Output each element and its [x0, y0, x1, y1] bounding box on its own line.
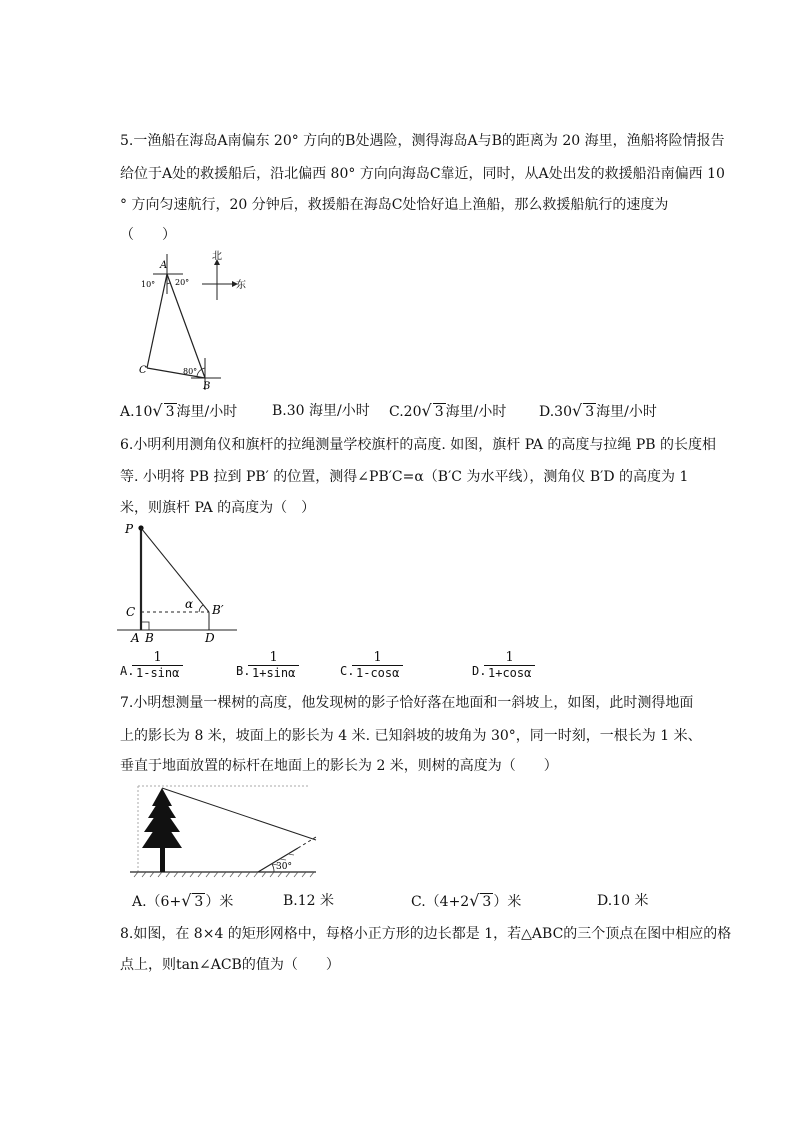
q6-label-p: P: [125, 522, 134, 536]
q6-figure: [117, 522, 242, 647]
q5-option-d: [539, 402, 657, 421]
q5-option-a-prefix: A.10: [120, 404, 153, 420]
q6-option-c-numerator: 1: [373, 650, 382, 665]
q7-sun-ray: [162, 788, 316, 840]
q7-option-c-suffix: ）米: [493, 894, 522, 910]
q7-option-c-prefix: C.（4+2: [411, 894, 470, 910]
radical-icon: √: [469, 891, 480, 910]
q7-line-1: 7.小明想测量一棵树的高度，他发现树的影子恰好落在地面和一斜坡上，如图，此时测得地面: [120, 695, 694, 711]
q5-option-c-suffix: 海里/小时: [445, 404, 507, 420]
q7-option-d: D.10 米: [597, 893, 649, 909]
q5-label-b: B: [203, 381, 211, 392]
q6-line-1: 6.小明利用测角仪和旗杆的拉绳测量学校旗杆的高度. 如图，旗杆 PA 的高度与拉绳 PB 的长度相: [120, 437, 717, 453]
q5-option-d-prefix: D.30: [539, 404, 572, 420]
q6-label-b-prime: B′: [212, 603, 224, 617]
q7-option-a: [132, 892, 233, 911]
q5-line-4: （ ）: [120, 227, 176, 243]
q6-option-c-denominator: 1-cosα: [352, 665, 403, 681]
q5-line-1: 5.一渔船在海岛A南偏东 20° 方向的B处遇险，测得海岛A与B的距离为 20 海里，渔船将险情报告: [120, 133, 725, 149]
radical-icon: √: [421, 401, 432, 420]
q7-ground-hatching: [134, 872, 314, 877]
q6-option-d-numerator: 1: [505, 650, 514, 665]
q8-line-2: 点上，则tan∠ACB的值为（ ）: [120, 957, 340, 973]
q6-option-a-label: A.: [120, 664, 135, 678]
q7-figure: [130, 786, 320, 881]
q5-option-d-radicand: 3: [585, 404, 595, 420]
q6-label-a: A: [131, 631, 140, 645]
q5-line-2: 给位于A处的救援船后，沿北偏西 80° 方向向海岛C靠近，同时，从A处出发的救援船沿南偏西 10: [120, 166, 725, 182]
q5-option-b: B.30 海里/小时: [272, 403, 370, 419]
radical-icon: √: [181, 891, 192, 910]
q5-label-c: C: [139, 365, 147, 376]
q5-east-label: 东: [236, 280, 246, 291]
q7-line-2: 上的影长为 8 米，坡面上的影长为 4 米. 已知斜坡的坡角为 30°，同一时刻，一根长为 1 米、: [120, 728, 702, 744]
q6-line-3: 米，则旗杆 PA 的高度为（ ）: [120, 500, 316, 516]
q6-option-a-fraction: [132, 650, 183, 681]
q5-option-a: [120, 402, 237, 421]
q7-line-3: 垂直于地面放置的标杆在地面上的影长为 2 米，则树的高度为（ ）: [120, 758, 558, 774]
q5-compass: [200, 250, 245, 300]
q6-right-angle-mark: [141, 622, 149, 630]
q6-option-c-fraction: [352, 650, 403, 681]
q6-option-a-denominator: 1-sinα: [132, 665, 183, 681]
q6-option-a-numerator: 1: [153, 650, 162, 665]
q5-label-20: 20°: [175, 278, 190, 287]
q5-line-3: ° 方向匀速航行，20 分钟后，救援船在海岛C处恰好追上渔船，那么救援船航行的速度为: [120, 197, 669, 213]
tree-icon: [142, 788, 182, 872]
q5-option-c-prefix: C.20: [389, 404, 422, 420]
q6-option-d-fraction: [484, 650, 535, 681]
q6-option-b-denominator: 1+sinα: [248, 665, 299, 681]
q5-label-a: A: [160, 260, 168, 271]
q6-option-d-label: D.: [472, 664, 487, 678]
q6-option-b-label: B.: [236, 664, 251, 678]
q6-rope-pb-prime: [141, 528, 209, 612]
q5-option-c: [389, 402, 506, 421]
q6-label-alpha: α: [185, 597, 194, 611]
q5-option-c-radicand: 3: [434, 404, 444, 420]
q7-option-c: [411, 892, 521, 911]
q7-option-b: B.12 米: [283, 893, 335, 909]
q8-line-1: 8.如图，在 8×4 的矩形网格中，每格小正方形的边长都是 1，若△ABC的三个顶点在图中相应的格: [120, 926, 732, 942]
q5-north-label: 北: [212, 251, 222, 262]
q5-option-d-suffix: 海里/小时: [596, 404, 657, 420]
q7-option-a-suffix: ）米: [205, 894, 234, 910]
q6-option-d-denominator: 1+cosα: [484, 665, 535, 681]
q6-label-d: D: [205, 631, 215, 645]
q7-angle-arc: [272, 864, 274, 872]
radical-icon: √: [152, 401, 163, 420]
q5-label-80: 80°: [183, 367, 198, 376]
q6-option-c-label: C.: [340, 664, 355, 678]
q5-option-a-suffix: 海里/小时: [176, 404, 238, 420]
radical-icon: √: [572, 401, 583, 420]
q7-option-c-radicand: 3: [482, 894, 492, 910]
q5-label-10: 10°: [141, 280, 156, 289]
q6-option-b-fraction: [248, 650, 299, 681]
q7-angle-label: 30°: [276, 862, 292, 872]
q6-option-b-numerator: 1: [269, 650, 278, 665]
q6-label-b: B: [145, 631, 154, 645]
q5-option-a-radicand: 3: [165, 404, 175, 420]
q6-label-c: C: [126, 605, 136, 619]
q6-line-2: 等. 小明将 PB 拉到 PB′ 的位置，测得∠PB′C=α（B′C 为水平线），测角仪 B′D 的高度为 1: [120, 469, 689, 485]
q7-option-a-prefix: A.（6+: [132, 894, 182, 910]
q7-option-a-radicand: 3: [194, 894, 204, 910]
q6-alpha-arc: [199, 605, 203, 612]
